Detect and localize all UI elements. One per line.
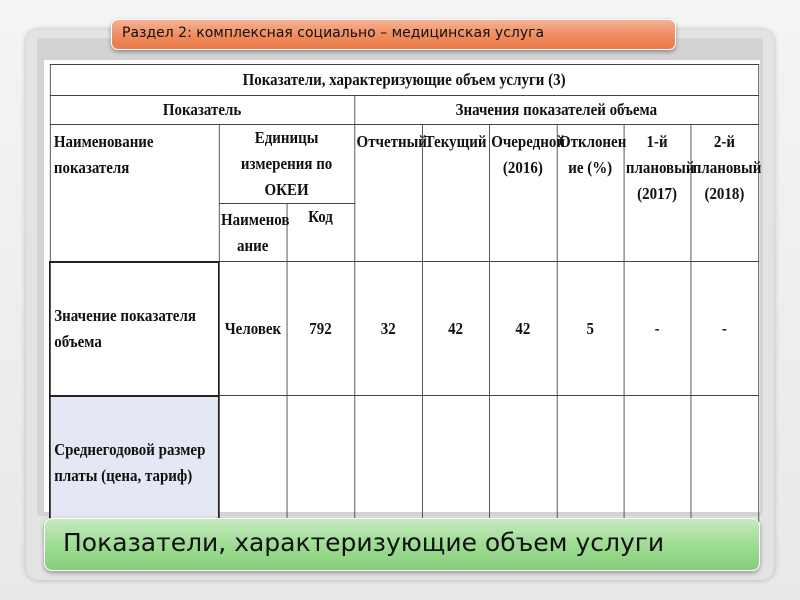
slide-caption-banner: Показатели, характеризующие объем услуги xyxy=(44,518,760,571)
table-row xyxy=(50,262,758,396)
col-header-next: Очередной (2016) xyxy=(489,125,557,262)
row-name-cell: Значение показателя объема xyxy=(50,262,219,396)
row-plan2-cell: - xyxy=(691,262,759,396)
col-header-units: Единицы измерения по ОКЕИ xyxy=(219,125,355,204)
col-header-name: Наименование показателя xyxy=(50,125,219,262)
group-header-values: Значения показателей объема xyxy=(354,96,758,125)
table-row xyxy=(50,396,758,530)
row-unit-cell xyxy=(219,396,287,530)
group-header-indicator: Показатель xyxy=(50,96,354,125)
row-deviation-cell xyxy=(557,396,624,530)
row-reported-cell xyxy=(354,396,422,530)
col-header-code: Код xyxy=(287,204,355,262)
row-next-cell xyxy=(489,396,557,530)
col-header-plan1: 1-й плановый (2017) xyxy=(624,125,691,262)
row-current-cell: 42 xyxy=(422,262,489,396)
row-code-cell: 792 xyxy=(287,262,355,396)
volume-indicators-table xyxy=(49,64,762,531)
row-next-cell: 42 xyxy=(489,262,557,396)
row-current-cell xyxy=(422,396,489,530)
col-header-plan2: 2-й плановый (2018) xyxy=(691,125,759,262)
row-name-cell: Среднегодовой размер платы (цена, тариф) xyxy=(50,396,219,530)
row-deviation-cell: 5 xyxy=(557,262,624,396)
col-header-current: Текущий xyxy=(422,125,489,262)
row-plan1-cell xyxy=(624,396,691,530)
table-title: Показатели, характеризующие объем услуги (3) xyxy=(50,65,758,96)
section-header-banner: Раздел 2: комплексная социально – медицинская услуга xyxy=(111,19,676,50)
row-plan2-cell xyxy=(691,396,759,530)
col-header-deviation: Отклонен ие (%) xyxy=(557,125,624,262)
row-reported-cell: 32 xyxy=(354,262,422,396)
col-header-reported: Отчетный xyxy=(354,125,422,262)
row-plan1-cell: - xyxy=(624,262,691,396)
row-code-cell xyxy=(287,396,355,530)
row-unit-cell: Человек xyxy=(219,262,287,396)
col-header-unit-name: Наименов ание xyxy=(219,204,287,262)
